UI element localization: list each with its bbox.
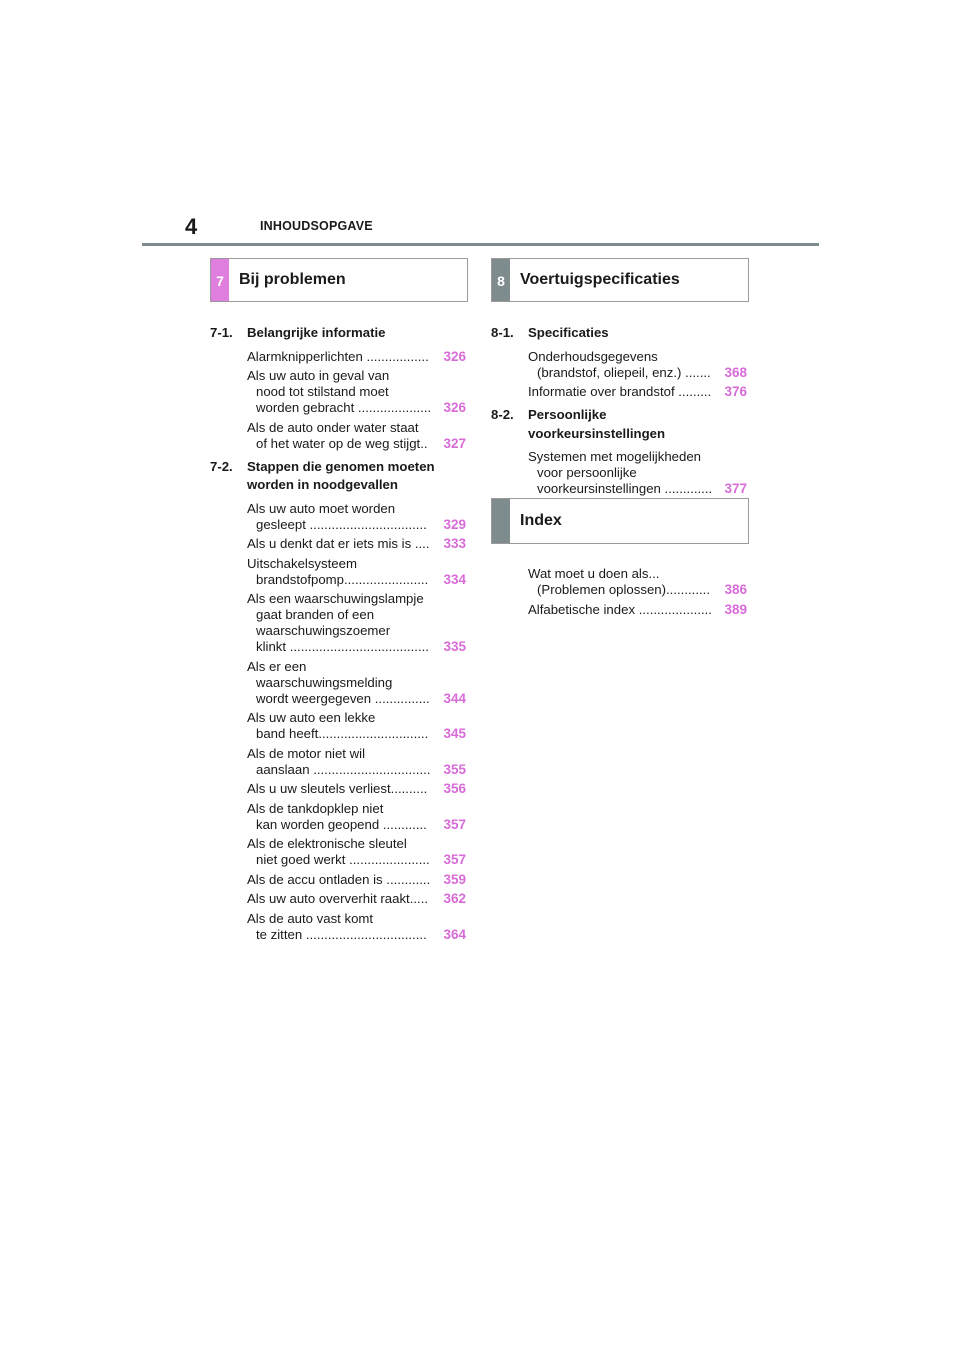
toc-page-link[interactable]: 355 [443, 761, 466, 777]
toc-index-list [491, 560, 747, 624]
toc-entry[interactable] [247, 591, 466, 655]
toc-entry-text: Als de auto vast komt [247, 910, 374, 926]
toc-entry-text: aanslaan ................................ [256, 761, 431, 777]
toc-entry-text: Als de accu ontladen is ............ [247, 871, 431, 887]
toc-entry-text: gaat branden of een [256, 607, 375, 622]
section-index-title: Index [520, 512, 562, 529]
toc-page-link[interactable]: 356 [443, 781, 466, 796]
toc-entry-text: Als de tankdopklep niet [247, 800, 384, 816]
toc-entry[interactable] [247, 746, 466, 778]
chapter-number: 7-2. [210, 458, 233, 474]
toc-page-link[interactable]: 344 [443, 690, 466, 706]
section-index-tab [492, 499, 510, 543]
toc-column-left [210, 320, 466, 949]
toc-entry-text: klinkt ...................................... [256, 639, 429, 654]
toc-entry-text: Informatie over brandstof ......... [528, 384, 712, 399]
toc-entry-text: Onderhoudsgegevens [528, 348, 658, 364]
toc-entry-text: (Problemen oplossen)............ [537, 582, 710, 597]
toc-page-link[interactable]: 357 [443, 816, 466, 832]
toc-entry-text: Als de motor niet wil [247, 745, 365, 761]
chapter-entries [491, 349, 747, 401]
chapter-number: 8-2. [491, 407, 514, 422]
toc-page-link[interactable]: 357 [443, 852, 466, 867]
toc-page-link[interactable]: 377 [724, 481, 747, 496]
section-7-title: Bij problemen [239, 271, 346, 288]
toc-entry-text: te zitten ................................. [256, 926, 427, 942]
page-number: 4 [185, 214, 198, 239]
chapter-title: Specificaties [528, 325, 609, 340]
chapter-number: 7-1. [210, 325, 233, 340]
toc-entry[interactable] [247, 349, 466, 365]
toc-page-link[interactable]: 389 [724, 601, 747, 617]
toc-entry-text: Als u uw sleutels verliest.......... [247, 781, 428, 796]
toc-entry-text: voorkeursinstellingen ............. [537, 481, 713, 496]
toc-entry[interactable] [247, 891, 466, 907]
toc-entry-text: Als uw auto oververhit raakt..... [247, 891, 429, 906]
toc-entry-text: Als uw auto een lekke [247, 710, 376, 725]
toc-entry-text: Als een waarschuwingslampje [247, 591, 424, 606]
toc-entry[interactable] [528, 566, 747, 598]
toc-page-link[interactable]: 345 [443, 726, 466, 741]
chapter-title: Persoonlijke voorkeursinstellingen [528, 407, 666, 441]
toc-entry[interactable] [247, 801, 466, 833]
toc-page-link[interactable]: 335 [443, 639, 466, 654]
toc-entry-text: Wat moet u doen als... [528, 566, 660, 581]
toc-page-link[interactable]: 333 [443, 536, 466, 551]
section-8-tab: 8 [492, 259, 510, 301]
toc-entry[interactable] [528, 449, 747, 497]
chapter-heading[interactable] [210, 458, 466, 495]
chapter-heading[interactable] [491, 324, 747, 343]
toc-entry-text: brandstofpomp....................... [256, 571, 429, 587]
toc-entry-text: wordt weergegeven ............... [256, 690, 430, 706]
toc-entry-text: worden gebracht .................... [256, 400, 432, 415]
section-index-box[interactable] [491, 498, 749, 544]
toc-page-link[interactable]: 386 [724, 582, 747, 597]
toc-entry-text: (brandstof, oliepeil, enz.) ....... [537, 364, 711, 380]
toc-entry[interactable] [247, 368, 466, 416]
toc-page-link[interactable]: 364 [443, 926, 466, 942]
toc-entry-text: nood tot stilstand moet [256, 384, 389, 399]
toc-entry[interactable] [528, 349, 747, 381]
toc-entry-text: Als uw auto moet worden [247, 500, 396, 516]
toc-entry[interactable] [247, 872, 466, 888]
toc-page-link[interactable]: 359 [443, 871, 466, 887]
section-7-tab: 7 [211, 259, 229, 301]
toc-entry-text: band heeft.............................. [256, 726, 429, 741]
index-entries [491, 566, 747, 618]
toc-entry[interactable] [247, 911, 466, 943]
chapter-heading[interactable] [491, 406, 747, 443]
toc-entry-text: waarschuwingsmelding [256, 674, 393, 690]
toc-entry[interactable] [247, 556, 466, 588]
section-7-box[interactable] [210, 258, 468, 302]
toc-entry[interactable] [247, 420, 466, 452]
toc-page-link[interactable]: 376 [724, 384, 747, 399]
toc-entry-text: Als de auto onder water staat [247, 419, 419, 435]
section-8-box[interactable] [491, 258, 749, 302]
toc-entry-text: waarschuwingszoemer [256, 623, 391, 638]
toc-page-link[interactable]: 368 [724, 364, 747, 380]
toc-entry-text: Als de elektronische sleutel [247, 836, 407, 851]
chapter-entries [210, 349, 466, 452]
toc-page-link[interactable]: 327 [443, 435, 466, 451]
toc-page-link[interactable]: 334 [443, 571, 466, 587]
chapter-title: Belangrijke informatie [247, 325, 386, 340]
toc-entry[interactable] [247, 836, 466, 868]
toc-entry-text: gesleept ................................ [256, 516, 427, 532]
toc-entry-text: niet goed werkt ...................... [256, 852, 430, 867]
toc-page-link[interactable]: 326 [443, 348, 466, 364]
toc-entry-text: Uitschakelsysteem [247, 555, 357, 571]
toc-entry-text: Alfabetische index .................... [528, 601, 712, 617]
toc-entry-text: Alarmknipperlichten ................. [247, 348, 429, 364]
toc-entry[interactable] [247, 781, 466, 797]
toc-entry-text: kan worden geopend ............ [256, 816, 427, 832]
toc-entry[interactable] [247, 710, 466, 742]
chapter-entries [210, 501, 466, 943]
toc-page-link[interactable]: 326 [443, 400, 466, 415]
toc-entry-text: voor persoonlijke [537, 465, 637, 480]
toc-entry[interactable] [528, 384, 747, 400]
toc-entry[interactable] [247, 501, 466, 533]
toc-page-link[interactable]: 329 [443, 516, 466, 532]
toc-entry[interactable] [528, 602, 747, 618]
toc-column-right [491, 320, 747, 503]
chapter-heading[interactable] [210, 324, 466, 343]
chapter-number: 8-1. [491, 325, 514, 340]
toc-entry-text: Als uw auto in geval van [247, 368, 390, 383]
page-header-title: INHOUDSOPGAVE [260, 219, 373, 233]
chapter-title: Stappen die genomen moeten worden in noodgevallen [247, 458, 435, 492]
toc-entry-text: Als u denkt dat er iets mis is .... [247, 536, 430, 551]
toc-entry[interactable] [247, 659, 466, 707]
header-rule [142, 243, 819, 246]
toc-entry-text: Systemen met mogelijkheden [528, 449, 701, 464]
toc-entry-text: of het water op de weg stijgt.. [256, 435, 428, 451]
toc-entry-text: Als er een [247, 658, 307, 674]
toc-page-link[interactable]: 362 [443, 891, 466, 906]
toc-entry[interactable] [247, 536, 466, 552]
chapter-entries [491, 449, 747, 497]
section-8-title: Voertuigspecificaties [520, 271, 680, 288]
